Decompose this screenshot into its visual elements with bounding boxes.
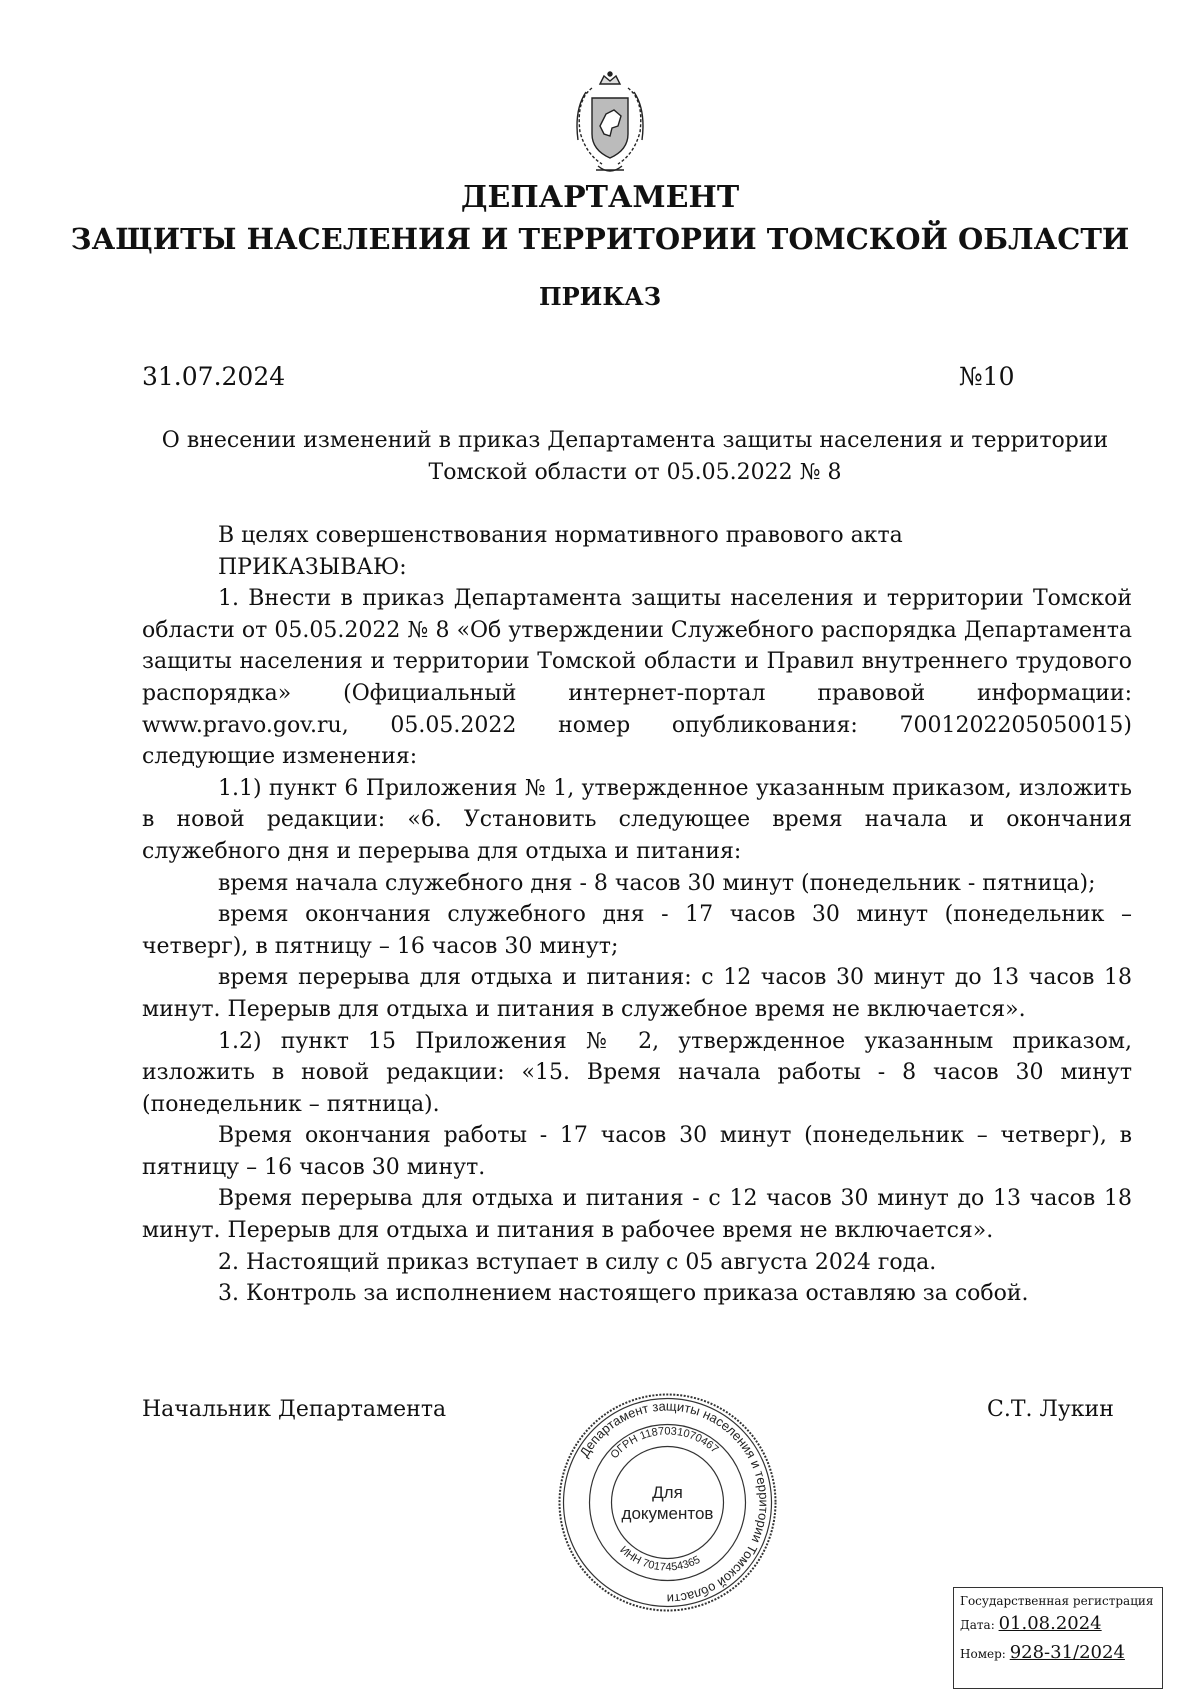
document-type: ПРИКАЗ bbox=[538, 282, 662, 311]
title-line2: Томской области от 05.05.2022 № 8 bbox=[428, 460, 842, 485]
body-paragraph: время начала служебного дня - 8 часов 30 минут (понедельник - пятница); bbox=[218, 870, 1096, 896]
registration-number-label: Номер: bbox=[960, 1647, 1006, 1661]
registration-box bbox=[953, 1587, 1163, 1689]
body-paragraph: 3. Контроль за исполнением настоящего приказа оставляю за собой. bbox=[218, 1281, 1029, 1307]
registration-number-value: 928-31/2024 bbox=[1009, 1642, 1125, 1663]
document-number: №10 bbox=[959, 362, 1015, 391]
body-paragraph: время окончания служебного дня - 17 часов 30 минут (понедельник – четверг), в пятницу – 16 часов 30 минут; bbox=[142, 902, 1132, 959]
body-paragraph: ПРИКАЗЫВАЮ: bbox=[218, 554, 407, 580]
official-seal bbox=[555, 1390, 780, 1615]
seal-inn: ИНН 7017454365 bbox=[617, 1543, 703, 1574]
seal-center-line1: Для bbox=[652, 1483, 683, 1502]
org-name-line1: ДЕПАРТАМЕНТ bbox=[460, 180, 740, 215]
body-paragraph: Время перерыва для отдыха и питания - с 12 часов 30 минут до 13 часов 18 минут. Перерыв для отдыха и питания в рабочее время не включается». bbox=[142, 1186, 1132, 1244]
body-paragraph: В целях совершенствования нормативного правового акта bbox=[218, 523, 903, 548]
registration-date-row bbox=[960, 1610, 1156, 1639]
title-line1: О внесении изменений в приказ Департамента защиты населения и территории bbox=[161, 428, 1109, 453]
document-body bbox=[142, 520, 1132, 1310]
seal-center-line2: документов bbox=[621, 1504, 714, 1523]
body-paragraph: 1.1) пункт 6 Приложения № 1, утвержденное указанным приказом, изложить в новой редакции: «6. Установить следующее время начала и окончания служебного дня и перерыва для отдыха и питания: bbox=[142, 775, 1132, 864]
registration-date-label: Дата: bbox=[960, 1618, 995, 1632]
signatory-name: С.Т. Лукин bbox=[987, 1397, 1114, 1422]
registration-number-row bbox=[960, 1639, 1156, 1668]
coat-of-arms-icon bbox=[566, 70, 654, 180]
org-name-line2: ЗАЩИТЫ НАСЕЛЕНИЯ И ТЕРРИТОРИИ ТОМСКОЙ ОБЛАСТИ bbox=[70, 222, 1130, 256]
registration-date-value: 01.08.2024 bbox=[998, 1613, 1102, 1634]
signatory-position: Начальник Департамента bbox=[142, 1397, 447, 1422]
body-paragraph: 1.2) пункт 15 Приложения № 2, утвержденное указанным приказом, изложить в новой редакции: «15. Время начала работы - 8 часов 30 минут (понедельник – пятница). bbox=[142, 1028, 1132, 1117]
document-title bbox=[140, 425, 1130, 489]
body-paragraph: Время окончания работы - 17 часов 30 минут (понедельник – четверг), в пятницу – 16 часов 30 минут. bbox=[142, 1123, 1132, 1180]
seal-outer-text: Департамент защиты населения и территории Томской области bbox=[576, 1398, 772, 1607]
body-paragraph: 1. Внести в приказ Департамента защиты населения и территории Томской области от 05.05.2022 № 8 «Об утверждении Служебного распорядка Департамента защиты населения и территории Томской области и Правил внутреннего трудового распорядка» (Официальный интернет-портал правовой информации: www.pravo.gov.ru, 05.05.2022 номер опубликования: 7001202205050015) следующие изменения: bbox=[142, 586, 1132, 770]
seal-ogrn: ОГРН 1187031070467 bbox=[608, 1425, 721, 1462]
registration-heading: Государственная регистрация bbox=[960, 1594, 1154, 1608]
body-paragraph: 2. Настоящий приказ вступает в силу с 05 августа 2024 года. bbox=[218, 1249, 937, 1275]
document-date: 31.07.2024 bbox=[142, 362, 286, 391]
body-paragraph: время перерыва для отдыха и питания: с 12 часов 30 минут до 13 часов 18 минут. Перерыв для отдыха и питания в служебное время не включается». bbox=[142, 965, 1132, 1022]
